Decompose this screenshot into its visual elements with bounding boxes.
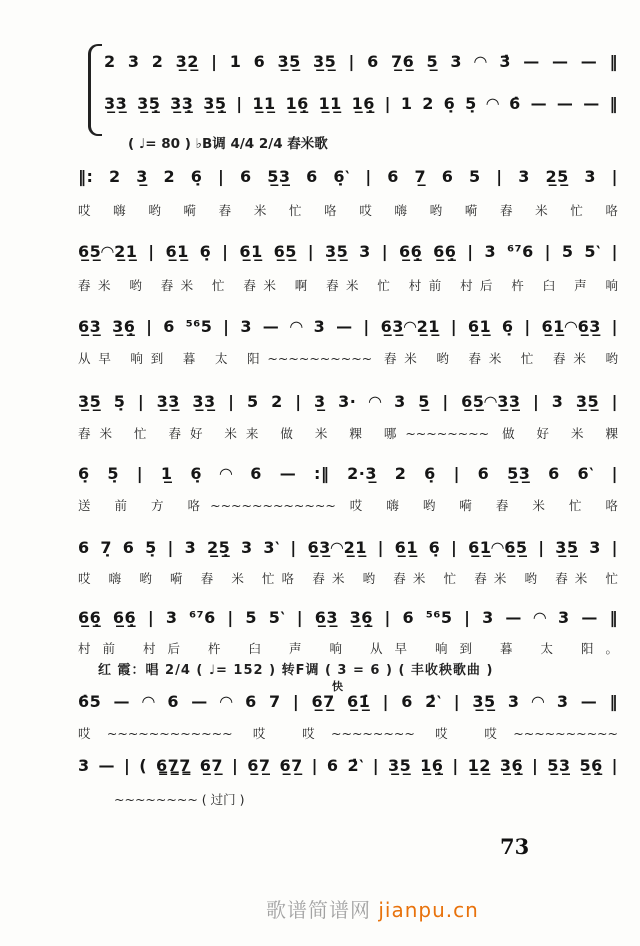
notation-duet-voice2: 3̲3̲ 3̲5̲̣ 3̲3̲̣ 3̲5̲̣ | 1̲1̲ 1̲6̲̣ 1̲1̲ 1̲6̲̣ | 1 2 6̣ 5̣ ◠ 6̇ — — — ‖ bbox=[104, 94, 618, 113]
notation-line-3: 6̲3̲ 3̲6̲̣ | 6 ⁵⁶5 | 3 — ◠ 3 — | 6̲3̲◠2̲1̲ | 6̲1̲ 6̣ | 6̲1̲◠6̲3̲ | bbox=[78, 317, 618, 336]
notation-line-8: 6̇5 — ◠ 6 — ◠ 6 7 | 6̲7̲ 6̲1̲̇ | 6 2̇‵ | 3̲5̲ 3 ◠ 3 — ‖ bbox=[78, 692, 618, 711]
notation-line-6: 6 7̣ 6 5̣ | 3 2̲5̲̣ 3 3‵ | 6̲3̲◠2̲1̲ | 6̲1̲ 6̣ | 6̲1̲◠6̲5̲ | 3̲5̲ 3 | bbox=[78, 538, 618, 557]
page-number: 73 bbox=[500, 834, 530, 859]
notation-line-7: 6̲6̲̣ 6̲6̲̣ | 3 ⁶⁷6 | 5 5‵ | 6̲3̲ 3̲6̲̣ | 6 ⁵⁶5 | 3 — ◠ 3 — ‖ bbox=[78, 608, 618, 627]
lyrics-line-5: 送 前 方 咯~~~~~~~~~~~~ 哎 嗨 哟 嗬 舂 米 忙 咯 bbox=[78, 498, 618, 513]
notation-line-2: 6̲5̲◠2̲1̲ | 6̲1̲ 6̣ | 6̲1̲ 6̲5̲ | 3̲5̲ 3 | 6̲6̲̣ 6̲6̲̣ | 3 ⁶⁷6 | 5 5‵ | bbox=[78, 242, 618, 261]
lyrics-line-2: 舂米 哟 舂米 忙 舂米 啊 舂米 忙 村前 村后 杵 臼 声 响 bbox=[78, 278, 618, 293]
watermark-site-name: 歌谱简谱网 bbox=[266, 898, 371, 922]
lyrics-line-8: 哎~~~~~~~~~~~~ 哎 哎~~~~~~~~ 哎 哎~~~~~~~~~~ bbox=[78, 726, 618, 741]
lyrics-line-3: 从早 响到 暮 太 阳~~~~~~~~~~ 舂米 哟 舂米 忙 舂米 哟 bbox=[78, 351, 618, 366]
notation-line-9: 3 — | ( 6̳7̳7̳ 6̲7̲ | 6̲7̲ 6̲7̲ | 6 2̇‵ | 3̲5̲ 1̲6̲̣ | 1̲2̲ 3̲6̲̣ | 5̲3̲ 5̲6̲̣ | bbox=[78, 756, 618, 775]
lyrics-line-7: 村前 村后 杵 臼 声 响 从早 响到 暮 太 阳。 bbox=[78, 641, 618, 656]
system-brace bbox=[88, 44, 102, 136]
lyrics-line-1: 哎 嗨 哟 嗬 舂 米 忙 咯 哎 嗨 哟 嗬 舂 米 忙 咯 bbox=[78, 203, 618, 218]
watermark-site-url: jianpu.cn bbox=[378, 898, 479, 922]
tempo-key-title-line: ( ♩= 80 ) ♭B调 4/4 2/4 舂米歌 bbox=[128, 136, 328, 152]
notation-line-5: 6̣ 5̣ | 1̲ 6̣ ◠ 6 — :‖ 2·3̲ 2 6̣ | 6 5̲3̲ 6 6‵ | bbox=[78, 464, 618, 483]
interlude-caption: ~~~~~~~~ ( 过门 ) bbox=[114, 792, 245, 807]
watermark bbox=[266, 894, 479, 923]
notation-line-4: 3̲5̲ 5̣ | 3̲3̲ 3̲3̲ | 5 2 | 3̲ 3· ◠ 3 5̲ | 6̲5̲◠3̲3̲ | 3 3̲5̲ | bbox=[78, 392, 618, 411]
notation-line-1: ‖: 2 3̲ 2 6̣ | 6 5̲3̲ 6 6̣‵ | 6 7̲ 6 5 | 3 2̲5̲ 3 | bbox=[78, 167, 618, 186]
lyrics-line-4: 舂米 忙 舂好 米来 做 米 粿 哪~~~~~~~~ 做 好 米 粿 bbox=[78, 426, 618, 441]
section2-heading: 红 霞：唱 2/4 ( ♩= 152 ) 转F调 ( 3 = 6 ) ( 丰收秧歌曲 ) bbox=[98, 663, 494, 678]
lyrics-line-6: 哎 嗨 哟 嗬 舂 米 忙咯 舂米 哟 舂米 忙 舂米 哟 舂米 忙 bbox=[78, 571, 618, 586]
tempo-annotation: 快 bbox=[332, 680, 343, 693]
notation-duet-voice1: 2 3 2 3̲2̲ | 1 6 3̲5̲ 3̲5̲ | 6 7̲6̲ 5̲ 3 ◠ 3̇ — — — ‖ bbox=[104, 52, 618, 71]
